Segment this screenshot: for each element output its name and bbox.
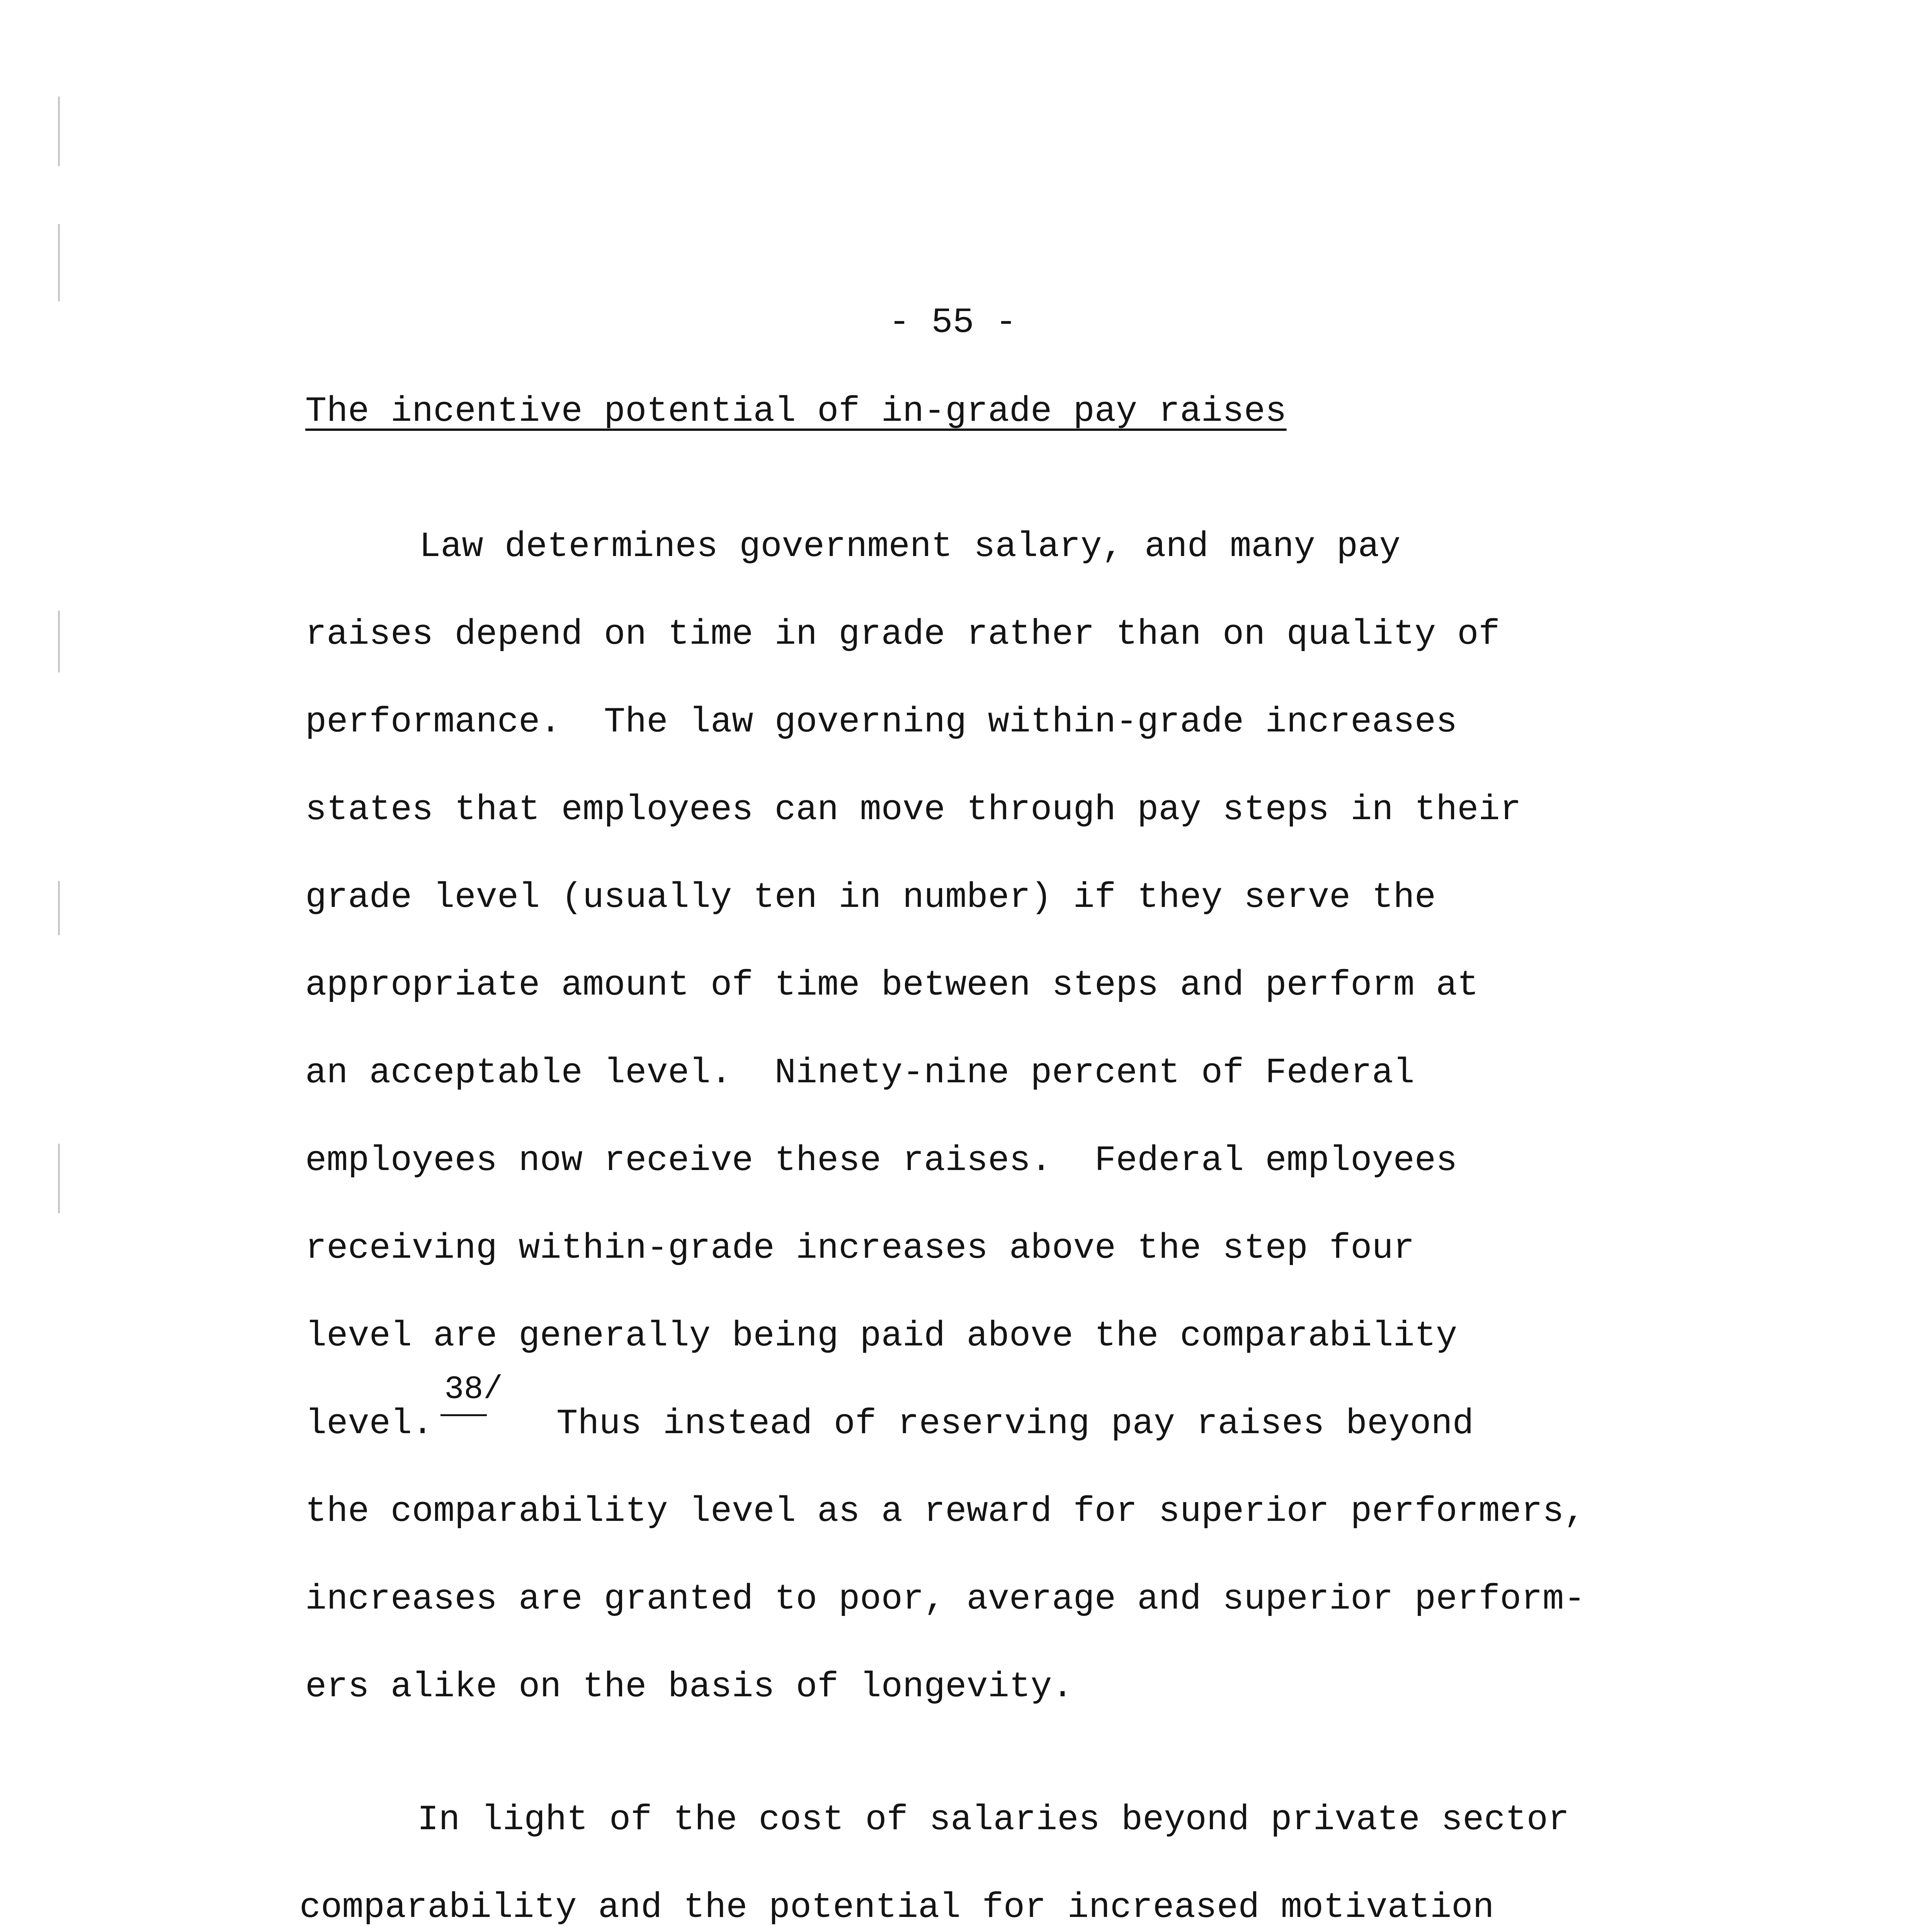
body-line: receiving within-grade increases above the step four xyxy=(305,1228,1415,1269)
body-line: In light of the cost of salaries beyond private sector xyxy=(417,1799,1570,1840)
section-heading: The incentive potential of in-grade pay raises xyxy=(305,391,1287,432)
body-line: performance. The law governing within-grade increases xyxy=(305,702,1458,742)
footnote-reference[interactable]: 38/ xyxy=(444,1371,503,1408)
body-line: ers alike on the basis of longevity. xyxy=(305,1667,1073,1707)
body-line-footnote-start: level. xyxy=(305,1403,434,1444)
body-line: increases are granted to poor, average and superior perform- xyxy=(305,1579,1585,1619)
body-line-footnote-rest: Thus instead of reserving pay raises beyond xyxy=(556,1403,1474,1444)
body-line: Law determines government salary, and many pay xyxy=(419,526,1401,567)
scan-mark xyxy=(58,97,60,166)
body-line: grade level (usually ten in number) if they serve the xyxy=(305,877,1436,918)
scan-mark xyxy=(58,881,60,935)
scan-mark xyxy=(58,1144,60,1213)
scan-mark xyxy=(58,224,60,301)
body-line: an acceptable level. Ninety-nine percent of Federal xyxy=(305,1053,1415,1093)
body-line: the comparability level as a reward for superior performers, xyxy=(305,1491,1585,1532)
body-line: appropriate amount of time between steps and perform at xyxy=(305,965,1479,1005)
body-line: raises depend on time in grade rather than on quality of xyxy=(305,614,1500,655)
page-number: - 55 - xyxy=(889,302,1017,343)
body-line: employees now receive these raises. Federal employees xyxy=(305,1140,1458,1181)
body-line: comparability and the potential for increased motivation xyxy=(299,1887,1494,1928)
body-line: states that employees can move through pay steps in their xyxy=(305,789,1521,830)
scan-mark xyxy=(58,611,60,672)
footnote-reference-rule xyxy=(440,1414,487,1416)
body-line: level are generally being paid above the comparability xyxy=(305,1316,1458,1356)
